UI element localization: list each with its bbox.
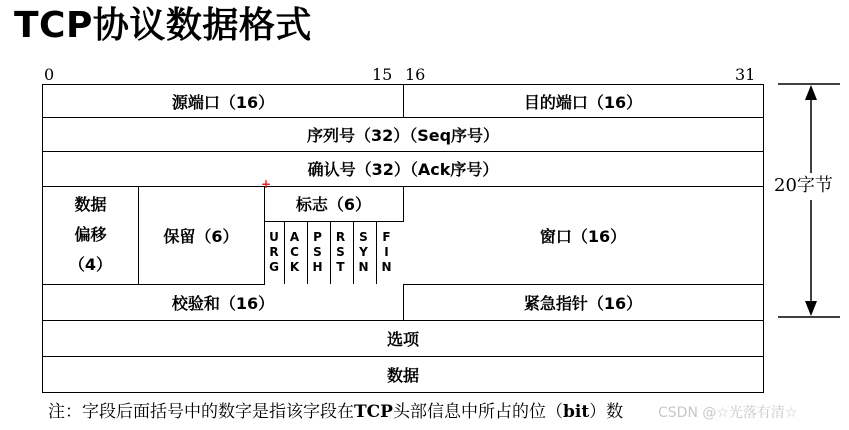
flag-fin-char-2: I — [384, 245, 389, 259]
bit-label-15: 15 — [372, 65, 393, 84]
flag-urg-char-2: R — [269, 245, 279, 259]
flag-psh-char-1: P — [313, 230, 322, 244]
flag-psh — [307, 221, 327, 284]
flags-title-field — [264, 186, 404, 222]
flag-rst-char-3: T — [336, 260, 345, 274]
flag-fin — [376, 221, 396, 284]
window-field — [403, 186, 764, 285]
checksum-label: 校验和（16） — [171, 293, 275, 313]
flag-ack — [284, 221, 304, 284]
flag-rst-char-1: R — [335, 230, 346, 244]
flag-urg-char-1: U — [269, 230, 279, 244]
data-offset-line3: （4） — [68, 255, 113, 274]
footnote — [48, 400, 623, 424]
sequence-number-label: 序列号（32）（Seq序号） — [306, 125, 500, 145]
flag-rst — [330, 221, 350, 284]
flag-syn-char-1: S — [359, 230, 368, 244]
flag-syn-char-2: Y — [359, 245, 368, 259]
flag-fin-char-3: N — [381, 260, 392, 274]
page-title: TCP协议数据格式 — [14, 5, 312, 46]
flag-ack-char-1: A — [289, 230, 300, 244]
reserved-field — [138, 186, 265, 285]
flag-urg-char-3: G — [269, 260, 279, 274]
data-field — [42, 356, 764, 393]
header-size-bracket — [770, 80, 848, 325]
bit-label-0: 0 — [44, 65, 55, 84]
urgent-pointer-label: 紧急指针（16） — [523, 293, 643, 313]
window-label: 窗口（16） — [539, 226, 627, 246]
destination-port-field — [403, 84, 764, 118]
data-offset-line2: 偏移 — [74, 225, 107, 244]
destination-port-label: 目的端口（16） — [523, 92, 643, 112]
footnote-prefix: 注：字段后面括号中的数字是指该字段在 — [48, 402, 354, 422]
reserved-label: 保留（6） — [163, 226, 239, 246]
flag-fin-char-1: F — [382, 230, 391, 244]
bit-label-31: 31 — [735, 65, 756, 84]
arrow-down-icon — [805, 301, 817, 316]
flag-rst-char-2: S — [336, 245, 345, 259]
sequence-number-field — [42, 117, 764, 152]
flag-urg — [264, 221, 284, 284]
footnote-middle: 头部信息中所占的位（ — [392, 402, 563, 422]
flags-title-label: 标志（6） — [295, 195, 372, 214]
acknowledgment-number-field — [42, 151, 764, 187]
data-offset-field — [42, 186, 139, 285]
plus-marker-icon: + — [261, 177, 272, 191]
header-size-label: 20字节 — [774, 175, 833, 196]
urgent-pointer-field — [403, 284, 764, 321]
watermark: CSDN @☆光落有清☆ — [658, 405, 798, 421]
arrow-up-icon — [805, 85, 817, 100]
footnote-tcp: TCP — [354, 402, 393, 422]
data-label: 数据 — [386, 365, 419, 385]
data-offset-line1: 数据 — [74, 195, 107, 214]
options-field — [42, 320, 764, 357]
flag-ack-char-2: C — [290, 245, 299, 259]
flag-psh-char-2: S — [313, 245, 322, 259]
footnote-bit: bit — [562, 402, 590, 422]
acknowledgment-number-label: 确认号（32）（Ack序号） — [307, 160, 499, 179]
source-port-label: 源端口（16） — [171, 92, 275, 112]
checksum-field — [42, 284, 404, 321]
flag-syn — [353, 221, 373, 284]
flag-ack-char-3: K — [289, 260, 300, 274]
bit-label-16: 16 — [405, 65, 426, 84]
source-port-field — [42, 84, 404, 118]
flag-psh-char-3: H — [312, 260, 323, 274]
flag-syn-char-3: N — [358, 260, 369, 274]
footnote-suffix: ）数 — [589, 402, 624, 422]
options-label: 选项 — [386, 329, 419, 349]
